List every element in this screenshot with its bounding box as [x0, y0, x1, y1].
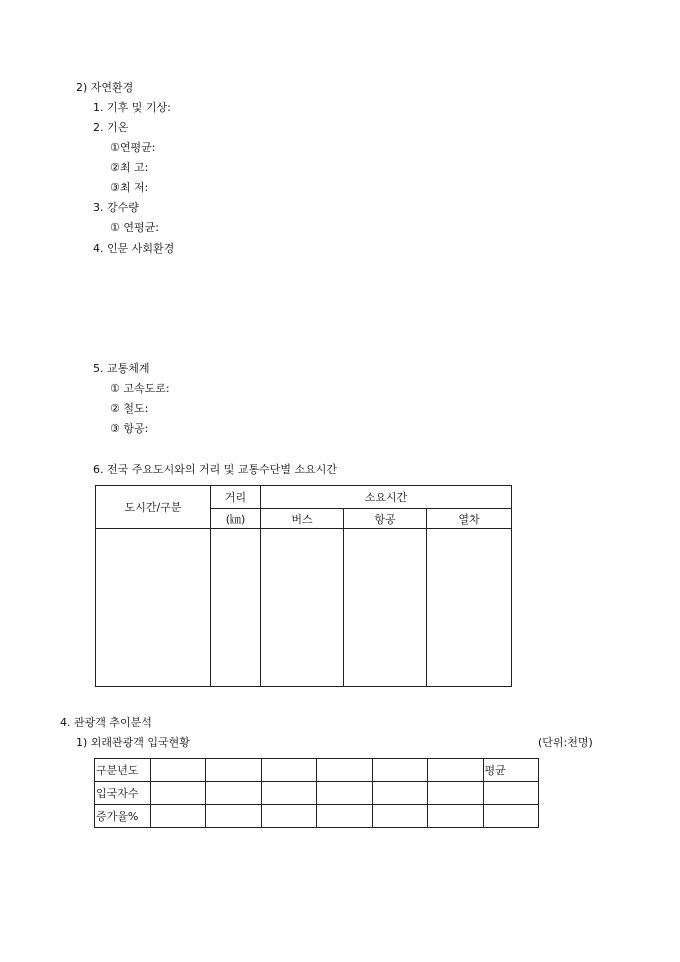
unit-label: (단위:천명): [538, 736, 593, 749]
table-cell: [372, 805, 428, 828]
header-bus: 버스: [261, 509, 344, 529]
transport-system-item: 5. 교통체계: [93, 362, 150, 375]
table-cell: [317, 782, 373, 805]
table-cell: [261, 805, 317, 828]
table-cell: [261, 759, 317, 782]
row-label-growth: 증가율%: [95, 805, 151, 828]
section-heading-natural-environment: 2) 자연환경: [76, 81, 134, 94]
foreign-visitor-subheading: 1) 외래관광객 입국현황: [76, 736, 190, 749]
temperature-low: ③최 저:: [110, 181, 149, 194]
table-cell: [96, 529, 211, 687]
table-cell: [428, 782, 484, 805]
table-cell: [428, 759, 484, 782]
table-cell: [372, 782, 428, 805]
section-heading-visitor-trend: 4. 관광객 추이분석: [60, 716, 152, 729]
table-cell: [261, 529, 344, 687]
header-distance: 거리: [211, 486, 261, 509]
climate-item: 1. 기후 및 기상:: [93, 101, 171, 114]
precipitation-item: 3. 강수량: [93, 201, 139, 214]
table-row: [95, 759, 539, 782]
social-environment-item: 4. 인문 사회환경: [93, 242, 175, 255]
header-city: 도시간/구분: [96, 486, 211, 529]
table-row: [95, 805, 539, 828]
railway-item: ② 철도:: [110, 402, 149, 415]
table-cell: [206, 782, 262, 805]
table-cell: [261, 782, 317, 805]
distance-travel-time-table: [95, 485, 512, 687]
precipitation-average: ① 연평균:: [110, 221, 159, 234]
header-train: 열차: [427, 509, 512, 529]
temperature-high: ②최 고:: [110, 161, 149, 174]
table-cell: [427, 529, 512, 687]
highway-item: ① 고속도로:: [110, 382, 170, 395]
table-cell: [344, 529, 427, 687]
table-cell: [206, 759, 262, 782]
header-average: 평균: [483, 759, 539, 782]
table-cell: [150, 782, 206, 805]
header-travel-time: 소요시간: [261, 486, 512, 509]
header-air: 항공: [344, 509, 427, 529]
temperature-average: ①연평균:: [110, 141, 156, 154]
table-cell: [150, 805, 206, 828]
table-cell: [483, 782, 539, 805]
table-header-row: [96, 486, 512, 509]
header-distance-unit: (㎞): [211, 509, 261, 529]
visitor-arrivals-table: [94, 758, 539, 828]
table-cell: [372, 759, 428, 782]
table-cell: [428, 805, 484, 828]
table-cell: [317, 805, 373, 828]
distance-table-caption: 6. 전국 주요도시와의 거리 및 교통수단별 소요시간: [93, 463, 337, 476]
row-label-entries: 입국자수: [95, 782, 151, 805]
table-cell: [211, 529, 261, 687]
table-row: [95, 782, 539, 805]
table-cell: [150, 759, 206, 782]
table-row: [96, 529, 512, 687]
row-label-year: 구분년도: [95, 759, 151, 782]
table-cell: [317, 759, 373, 782]
table-cell: [483, 805, 539, 828]
airport-item: ③ 항공:: [110, 422, 149, 435]
temperature-item: 2. 기온: [93, 121, 129, 134]
table-cell: [206, 805, 262, 828]
